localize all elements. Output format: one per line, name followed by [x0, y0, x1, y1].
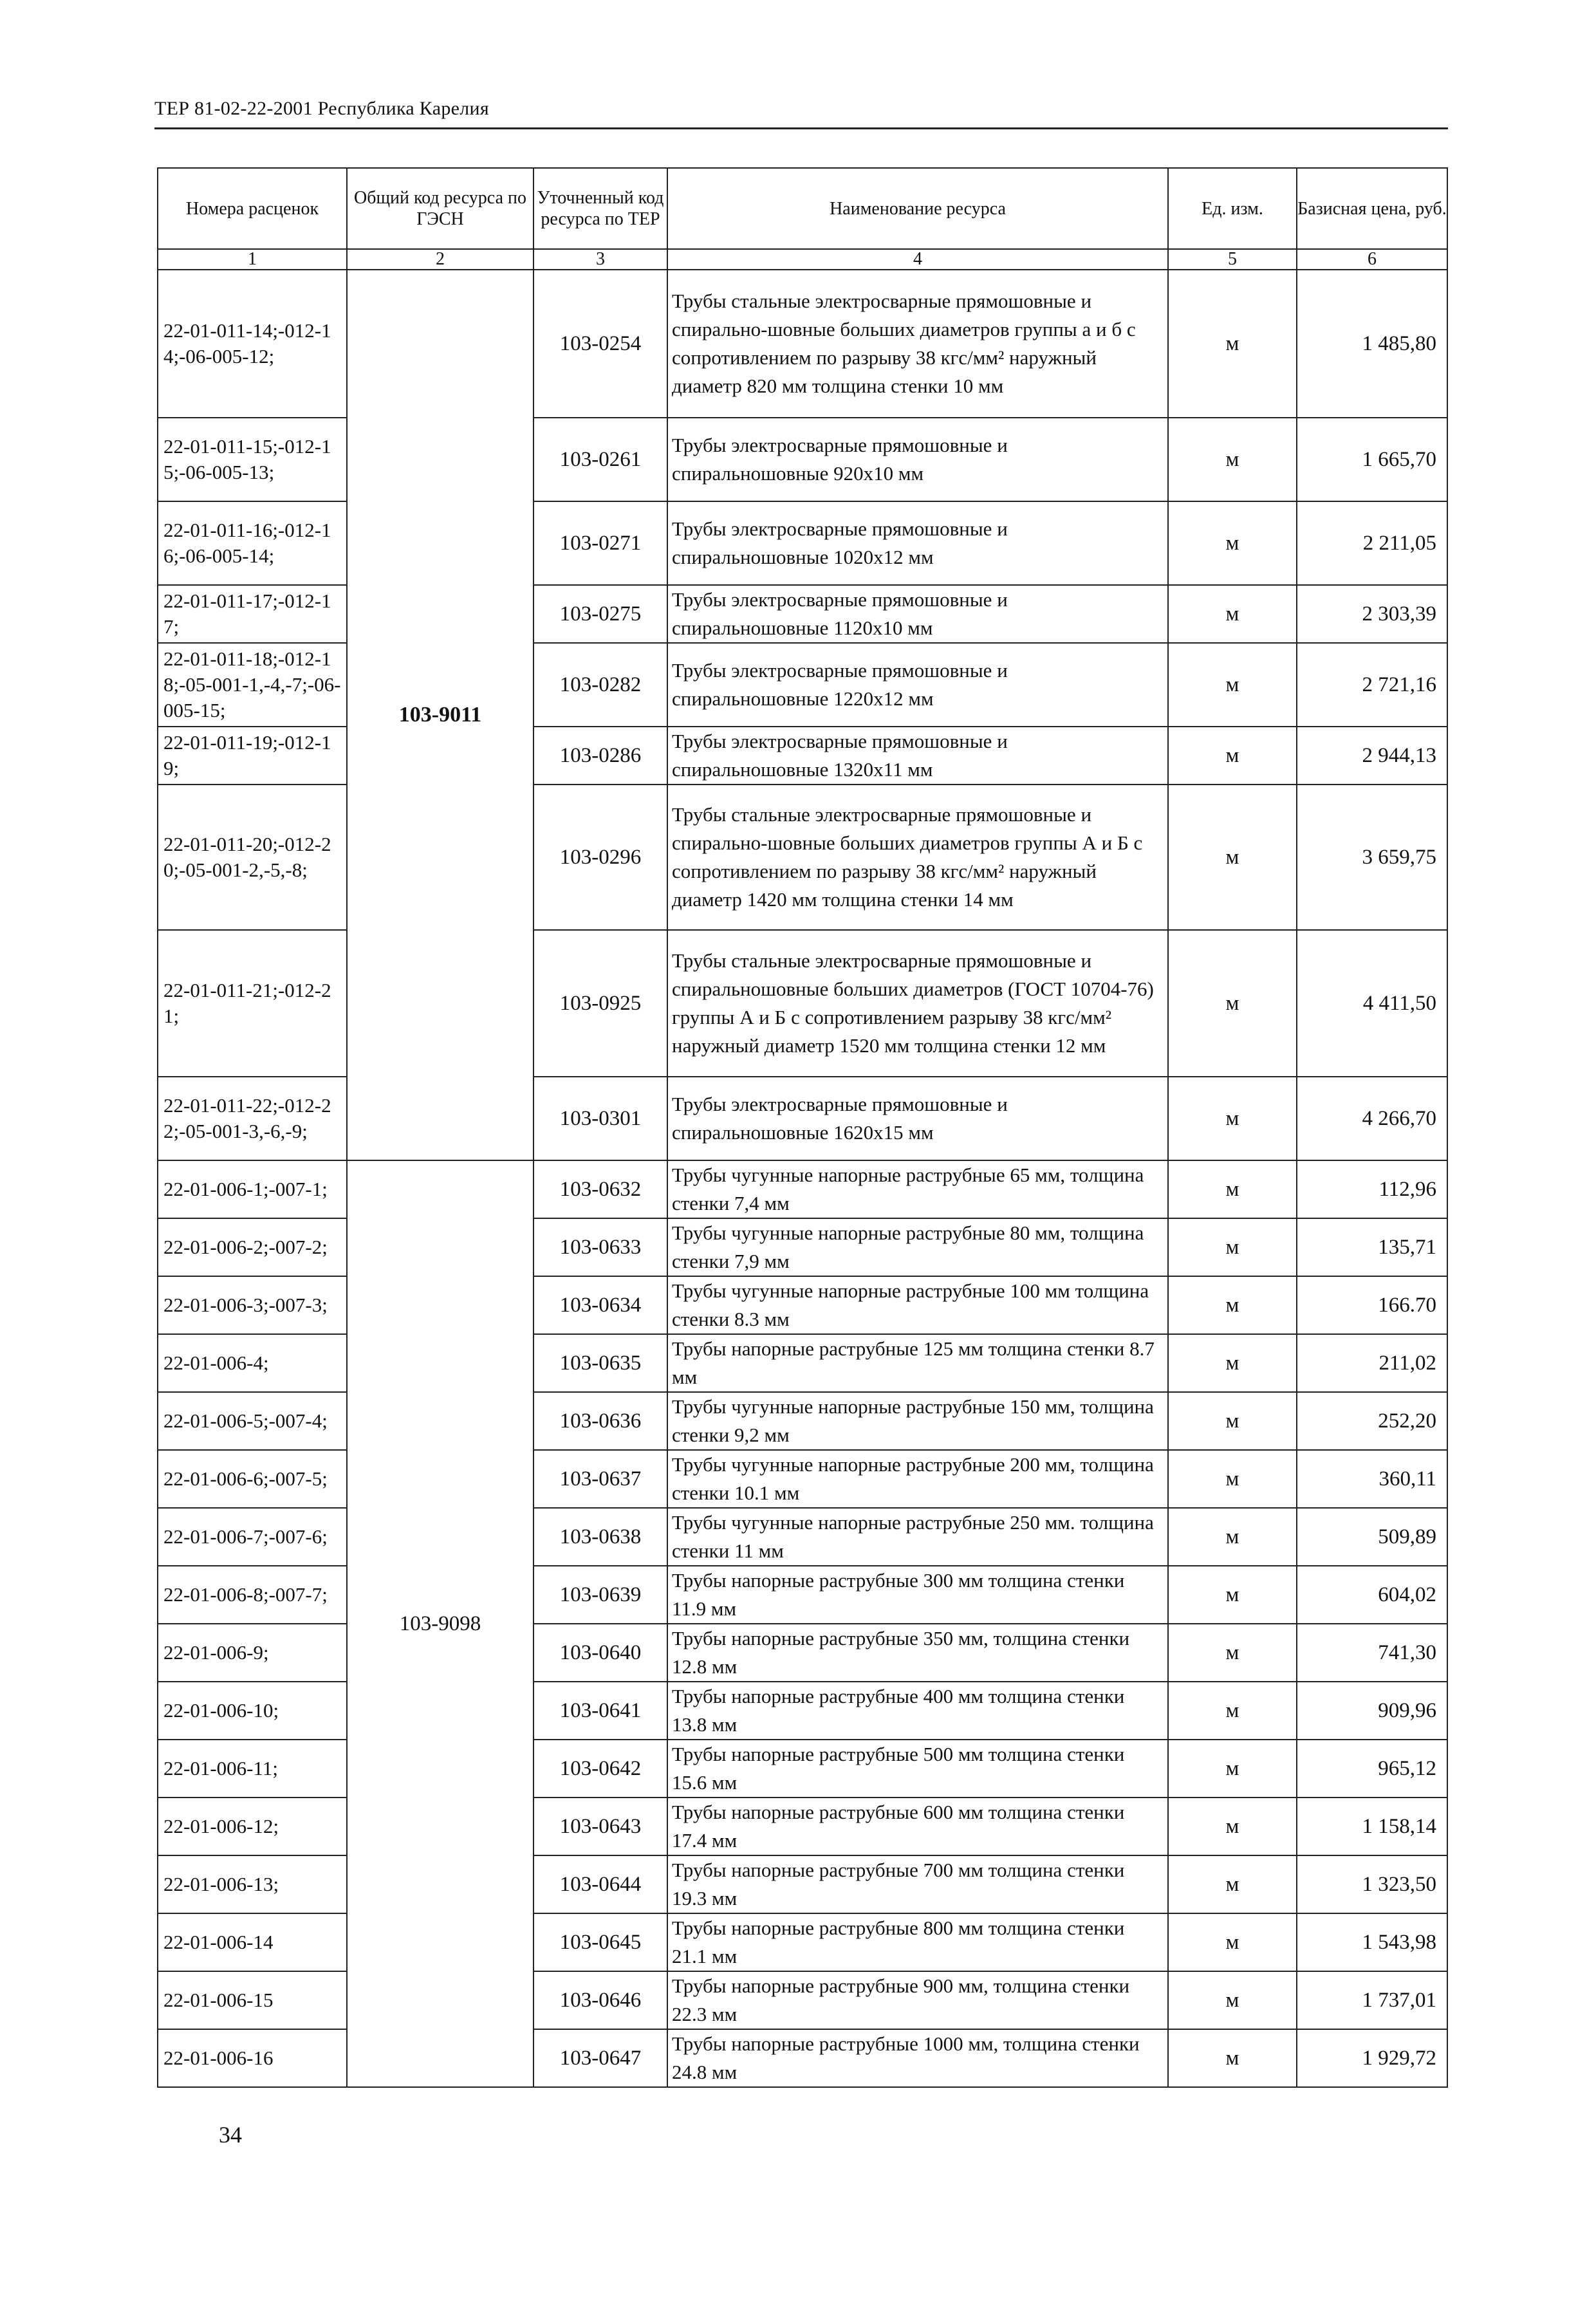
gesn-code: 103-9098 — [399, 1612, 481, 1635]
column-number-row — [158, 249, 1447, 270]
ter-code: 103-0642 — [534, 1740, 667, 1798]
ter-code: 103-0634 — [534, 1276, 667, 1334]
rate-codes: 22-01-006-7;-007-6; — [158, 1508, 347, 1566]
rate-codes: 22-01-006-10; — [158, 1682, 347, 1740]
rate-codes: 22-01-006-8;-007-7; — [158, 1566, 347, 1624]
rate-codes: 22-01-011-18;-012-18;-05-001-1,-4,-7;-06-005-15; — [158, 643, 347, 727]
rate-codes: 22-01-006-5;-007-4; — [158, 1392, 347, 1450]
unit: м — [1168, 727, 1297, 785]
base-price: 1 929,72 — [1297, 2029, 1447, 2087]
rate-codes: 22-01-011-15;-012-15;-06-005-13; — [158, 418, 347, 501]
resource-name: Трубы напорные раструбные 900 мм, толщина стенки 22.3 мм — [667, 1971, 1168, 2029]
unit: м — [1168, 1682, 1297, 1740]
table-row — [158, 1160, 1447, 1218]
rate-codes: 22-01-006-14 — [158, 1913, 347, 1971]
resource-name: Трубы напорные раструбные 350 мм, толщина стенки 12.8 мм — [667, 1624, 1168, 1682]
base-price: 1 665,70 — [1297, 418, 1447, 501]
ter-code: 103-0641 — [534, 1682, 667, 1740]
unit: м — [1168, 1913, 1297, 1971]
rate-codes: 22-01-006-9; — [158, 1624, 347, 1682]
ter-code: 103-0637 — [534, 1450, 667, 1508]
resource-price-table — [157, 167, 1448, 2088]
resource-name: Трубы напорные раструбные 700 мм толщина стенки 19.3 мм — [667, 1855, 1168, 1913]
unit: м — [1168, 1077, 1297, 1160]
resource-name: Трубы чугунные напорные раструбные 200 мм, толщина стенки 10.1 мм — [667, 1450, 1168, 1508]
column-number: 2 — [347, 249, 534, 270]
base-price: 1 737,01 — [1297, 1971, 1447, 2029]
resource-name: Трубы чугунные напорные раструбные 80 мм, толщина стенки 7,9 мм — [667, 1218, 1168, 1276]
resource-name: Трубы стальные электросварные прямошовные и спирально-шовные больших диаметров группы а и б с сопротивлением по разрыву 38 кгс/мм² наружный диаметр 820 мм толщина стенки 10 мм — [667, 270, 1168, 418]
unit: м — [1168, 1971, 1297, 2029]
ter-code: 103-0301 — [534, 1077, 667, 1160]
resource-name: Трубы напорные раструбные 1000 мм, толщина стенки 24.8 мм — [667, 2029, 1168, 2087]
unit: м — [1168, 930, 1297, 1077]
rate-codes: 22-01-006-2;-007-2; — [158, 1218, 347, 1276]
resource-name: Трубы стальные электросварные прямошовные и спиральношовные больших диаметров (ГОСТ 10704-76) группы А и Б с сопротивлением разрыву 38 кгс/мм² наружный диаметр 1520 мм толщина стенки 12 мм — [667, 930, 1168, 1077]
ter-code: 103-0254 — [534, 270, 667, 418]
column-number: 5 — [1168, 249, 1297, 270]
ter-code: 103-0636 — [534, 1392, 667, 1450]
ter-code: 103-0282 — [534, 643, 667, 727]
resource-name: Трубы напорные раструбные 125 мм толщина стенки 8.7 мм — [667, 1334, 1168, 1392]
unit: м — [1168, 1276, 1297, 1334]
resource-name: Трубы напорные раструбные 800 мм толщина стенки 21.1 мм — [667, 1913, 1168, 1971]
ter-code: 103-0632 — [534, 1160, 667, 1218]
ter-code: 103-0639 — [534, 1566, 667, 1624]
header-rate-numbers: Номера расценок — [158, 168, 347, 249]
unit: м — [1168, 785, 1297, 930]
header-gesn-code: Общий код ресурса по ГЭСН — [347, 168, 534, 249]
column-number: 3 — [534, 249, 667, 270]
ter-code: 103-0647 — [534, 2029, 667, 2087]
gesn-code-cell — [347, 270, 534, 1160]
rate-codes: 22-01-006-16 — [158, 2029, 347, 2087]
unit: м — [1168, 643, 1297, 727]
base-price: 1 158,14 — [1297, 1798, 1447, 1855]
rate-codes: 22-01-011-21;-012-21; — [158, 930, 347, 1077]
ter-code: 103-0271 — [534, 501, 667, 585]
unit: м — [1168, 1624, 1297, 1682]
ter-code: 103-0644 — [534, 1855, 667, 1913]
unit: м — [1168, 1740, 1297, 1798]
base-price: 135,71 — [1297, 1218, 1447, 1276]
rate-codes: 22-01-006-4; — [158, 1334, 347, 1392]
resource-name: Трубы напорные раструбные 500 мм толщина стенки 15.6 мм — [667, 1740, 1168, 1798]
resource-name: Трубы электросварные прямошовные и спиральношовные 1020х12 мм — [667, 501, 1168, 585]
header-base-price: Базисная цена, руб. — [1297, 168, 1447, 249]
page-number: 34 — [219, 2122, 242, 2148]
unit: м — [1168, 1508, 1297, 1566]
unit: м — [1168, 585, 1297, 643]
base-price: 1 323,50 — [1297, 1855, 1447, 1913]
unit: м — [1168, 1855, 1297, 1913]
ter-code: 103-0638 — [534, 1508, 667, 1566]
resource-name: Трубы напорные раструбные 600 мм толщина стенки 17.4 мм — [667, 1798, 1168, 1855]
base-price: 2 721,16 — [1297, 643, 1447, 727]
ter-code: 103-0640 — [534, 1624, 667, 1682]
base-price: 112,96 — [1297, 1160, 1447, 1218]
unit: м — [1168, 1218, 1297, 1276]
base-price: 3 659,75 — [1297, 785, 1447, 930]
base-price: 509,89 — [1297, 1508, 1447, 1566]
base-price: 2 944,13 — [1297, 727, 1447, 785]
rate-codes: 22-01-011-14;-012-14;-06-005-12; — [158, 270, 347, 418]
unit: м — [1168, 501, 1297, 585]
base-price: 360,11 — [1297, 1450, 1447, 1508]
resource-name: Трубы чугунные напорные раструбные 150 мм, толщина стенки 9,2 мм — [667, 1392, 1168, 1450]
ter-code: 103-0296 — [534, 785, 667, 930]
header-resource-name: Наименование ресурса — [667, 168, 1168, 249]
resource-name: Трубы электросварные прямошовные и спиральношовные 1120х10 мм — [667, 585, 1168, 643]
resource-name: Трубы чугунные напорные раструбные 65 мм, толщина стенки 7,4 мм — [667, 1160, 1168, 1218]
unit: м — [1168, 270, 1297, 418]
ter-code: 103-0633 — [534, 1218, 667, 1276]
rate-codes: 22-01-011-16;-012-16;-06-005-14; — [158, 501, 347, 585]
base-price: 909,96 — [1297, 1682, 1447, 1740]
resource-name: Трубы чугунные напорные раструбные 100 мм толщина стенки 8.3 мм — [667, 1276, 1168, 1334]
header-ter-code: Уточненный код ресурса по ТЕР — [534, 168, 667, 249]
gesn-code: 103-9011 — [398, 703, 482, 727]
table-row — [158, 270, 1447, 418]
ter-code: 103-0645 — [534, 1913, 667, 1971]
rate-codes: 22-01-011-22;-012-22;-05-001-3,-6,-9; — [158, 1077, 347, 1160]
unit: м — [1168, 1160, 1297, 1218]
base-price: 965,12 — [1297, 1740, 1447, 1798]
rate-codes: 22-01-006-12; — [158, 1798, 347, 1855]
resource-name: Трубы чугунные напорные раструбные 250 мм. толщина стенки 11 мм — [667, 1508, 1168, 1566]
base-price: 741,30 — [1297, 1624, 1447, 1682]
unit: м — [1168, 1392, 1297, 1450]
rate-codes: 22-01-006-13; — [158, 1855, 347, 1913]
ter-code: 103-0286 — [534, 727, 667, 785]
rate-codes: 22-01-011-20;-012-20;-05-001-2,-5,-8; — [158, 785, 347, 930]
base-price: 4 411,50 — [1297, 930, 1447, 1077]
header-unit: Ед. изм. — [1168, 168, 1297, 249]
unit: м — [1168, 1334, 1297, 1392]
unit: м — [1168, 1566, 1297, 1624]
rate-codes: 22-01-006-11; — [158, 1740, 347, 1798]
ter-code: 103-0925 — [534, 930, 667, 1077]
base-price: 2 211,05 — [1297, 501, 1447, 585]
resource-name: Трубы напорные раструбные 300 мм толщина стенки 11.9 мм — [667, 1566, 1168, 1624]
base-price: 252,20 — [1297, 1392, 1447, 1450]
resource-name: Трубы электросварные прямошовные и спиральношовные 1320х11 мм — [667, 727, 1168, 785]
base-price: 1 485,80 — [1297, 270, 1447, 418]
ter-code: 103-0261 — [534, 418, 667, 501]
unit: м — [1168, 418, 1297, 501]
gesn-code-cell — [347, 1160, 534, 2087]
resource-name: Трубы электросварные прямошовные и спиральношовные 1620х15 мм — [667, 1077, 1168, 1160]
rate-codes: 22-01-006-1;-007-1; — [158, 1160, 347, 1218]
resource-name: Трубы стальные электросварные прямошовные и спирально-шовные больших диаметров группы А и Б с сопротивлением по разрыву 38 кгс/мм² наружный диаметр 1420 мм толщина стенки 14 мм — [667, 785, 1168, 930]
base-price: 2 303,39 — [1297, 585, 1447, 643]
ter-code: 103-0635 — [534, 1334, 667, 1392]
base-price: 211,02 — [1297, 1334, 1447, 1392]
ter-code: 103-0643 — [534, 1798, 667, 1855]
base-price: 604,02 — [1297, 1566, 1447, 1624]
rate-codes: 22-01-006-6;-007-5; — [158, 1450, 347, 1508]
rate-codes: 22-01-011-17;-012-17; — [158, 585, 347, 643]
rate-codes: 22-01-006-15 — [158, 1971, 347, 2029]
ter-code: 103-0275 — [534, 585, 667, 643]
resource-name: Трубы электросварные прямошовные и спиральношовные 1220х12 мм — [667, 643, 1168, 727]
base-price: 1 543,98 — [1297, 1913, 1447, 1971]
column-number: 1 — [158, 249, 347, 270]
rate-codes: 22-01-011-19;-012-19; — [158, 727, 347, 785]
resource-name: Трубы электросварные прямошовные и спиральношовные 920х10 мм — [667, 418, 1168, 501]
resource-name: Трубы напорные раструбные 400 мм толщина стенки 13.8 мм — [667, 1682, 1168, 1740]
column-number: 4 — [667, 249, 1168, 270]
unit: м — [1168, 1450, 1297, 1508]
column-number: 6 — [1297, 249, 1447, 270]
unit: м — [1168, 1798, 1297, 1855]
document-title: ТЕР 81-02-22-2001 Республика Карелия — [154, 98, 489, 119]
page-header — [154, 90, 1448, 129]
rate-codes: 22-01-006-3;-007-3; — [158, 1276, 347, 1334]
base-price: 166.70 — [1297, 1276, 1447, 1334]
base-price: 4 266,70 — [1297, 1077, 1447, 1160]
ter-code: 103-0646 — [534, 1971, 667, 2029]
table-header-row — [158, 168, 1447, 249]
unit: м — [1168, 2029, 1297, 2087]
